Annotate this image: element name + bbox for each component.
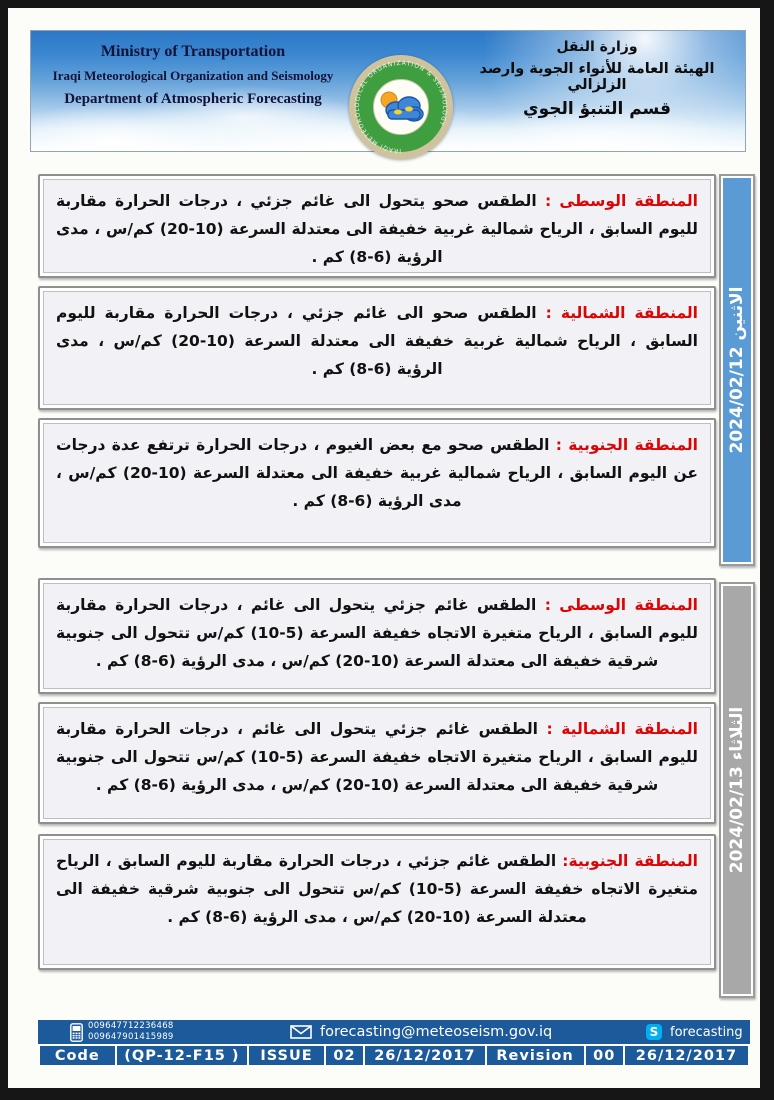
region-label: المنطقة الشمالية : (537, 720, 698, 738)
date-bar-monday (719, 174, 755, 566)
region-label: المنطقة الوسطى : (536, 596, 698, 614)
skype-contact (646, 1024, 743, 1040)
phone-contact (70, 1021, 174, 1042)
forecast-body: الطقس صحو الى غائم جزئي ، درجات الحرارة مقاربة لليوم السابق ، الرياح شمالية غربية خفيفة الى معتدلة السرعة (10-20) كم/س ، مدى الرؤية (6-8) كم . (56, 304, 698, 378)
forecast-box-day2-central (38, 578, 716, 694)
code-value-cell: (QP-12-F15 ) (117, 1046, 250, 1065)
date-label-monday: الاثنين 2024/02/12 (727, 286, 747, 454)
forecast-body: الطقس صحو مع بعض الغيوم ، درجات الحرارة ترتفع عدة درجات عن اليوم السابق ، الرياح شمالية غربية خفيفة الى معتدلة السرعة (10-20) كم/س ، مدى الرؤية (6-8) كم . (56, 436, 699, 510)
date-bar-tuesday (719, 582, 755, 998)
forecast-text (44, 584, 710, 676)
forecast-body: الطقس غائم جزئي يتحول الى غائم ، درجات الحرارة مقاربة لليوم السابق ، الرياح متغيرة الاتجاه خفيفة السرعة (5-10) كم/س تتحول الى جنوبية شرقية خفيفة الى معتدلة السرعة (10-20) كم/س ، مدى الرؤية (6-8) كم . (56, 720, 699, 794)
organization-title-ar: الهيئة العامة للأنواء الجوية وارصد الزلزالي (479, 61, 715, 93)
email-contact (290, 1024, 552, 1040)
forecast-box-day1-central (38, 174, 716, 278)
mobile-phone-icon (70, 1023, 83, 1042)
document-page (8, 8, 760, 1088)
ministry-title-ar: وزارة النقل (556, 39, 638, 55)
forecast-text (44, 708, 710, 800)
date-label-tuesday: الثلاثاء 2024/02/13 (727, 706, 747, 874)
document-code-row (38, 1044, 750, 1067)
header-arabic-block (463, 39, 731, 119)
skype-icon: S (646, 1024, 662, 1040)
header-banner (30, 30, 746, 155)
forecast-text (44, 180, 710, 272)
forecast-box-day1-northern (38, 286, 716, 410)
forecast-body: الطقس غائم جزئي ، درجات الحرارة مقاربة لليوم السابق ، الرياح متغيرة الاتجاه خفيفة السرعة (5-10) كم/س تتحول الى جنوبية شرقية خفيفة الى معتدلة السرعة (10-20) كم/س ، مدى الرؤية (6-8) كم . (56, 852, 698, 926)
forecast-box-day1-southern (38, 418, 716, 548)
revision-date-cell: 26/12/2017 (625, 1046, 750, 1065)
issue-date-cell: 26/12/2017 (365, 1046, 486, 1065)
forecast-text (44, 292, 710, 384)
issue-number-cell: 02 (326, 1046, 365, 1065)
region-label: المنطقة الشمالية : (536, 304, 698, 322)
department-title-en: Department of Atmospheric Forecasting (64, 91, 322, 107)
phone-number-1: 009647712236468 (88, 1021, 174, 1032)
region-label: المنطقة الوسطى : (536, 192, 698, 210)
organization-seal-logo (349, 55, 453, 159)
revision-number-cell: 00 (586, 1046, 625, 1065)
issue-header-cell: ISSUE (249, 1046, 326, 1065)
envelope-icon (290, 1025, 312, 1039)
seal-ring-text (349, 55, 453, 159)
forecast-box-day2-southern (38, 834, 716, 970)
region-label: المنطقة الجنوبية: (556, 852, 698, 870)
header-english-block (43, 43, 343, 108)
code-header-cell: Code (38, 1046, 117, 1065)
email-address: forecasting@meteoseism.gov.iq (320, 1024, 553, 1040)
forecast-box-day2-northern (38, 702, 716, 824)
svg-text:IRAQI METEOROLOGICAL ORGANIZAT: IRAQI METEOROLOGICAL ORGANIZATION & SEISMOLOGY (353, 59, 449, 155)
forecast-text (44, 840, 710, 932)
forecast-text (44, 424, 710, 516)
region-label: المنطقة الجنوبية : (549, 436, 698, 454)
forecast-body: الطقس غائم جزئي يتحول الى غائم ، درجات الحرارة مقاربة لليوم السابق ، الرياح متغيرة الاتجاه خفيفة السرعة (5-10) كم/س تتحول الى جنوبية شرقية خفيفة الى معتدلة السرعة (10-20) كم/س ، مدى الرؤية (6-8) كم . (56, 596, 699, 670)
skype-username: forecasting (670, 1024, 743, 1040)
organization-title-en: Iraqi Meteorological Organization and Seismology (52, 68, 334, 83)
phone-number-2: 009647901415989 (88, 1032, 174, 1042)
phone-numbers (88, 1021, 174, 1042)
forecast-body: الطقس صحو يتحول الى غائم جزئي ، درجات الحرارة مقاربة لليوم السابق ، الرياح شمالية غربية خفيفة الى معتدلة السرعة (10-20) كم/س ، مدى الرؤية (6-8) كم . (56, 192, 699, 266)
footer (38, 1020, 750, 1067)
department-title-ar: قسم التنبؤ الجوي (523, 99, 671, 119)
contact-bar (38, 1020, 750, 1044)
ministry-title-en: Ministry of Transportation (100, 43, 286, 60)
revision-header-cell: Revision (487, 1046, 586, 1065)
